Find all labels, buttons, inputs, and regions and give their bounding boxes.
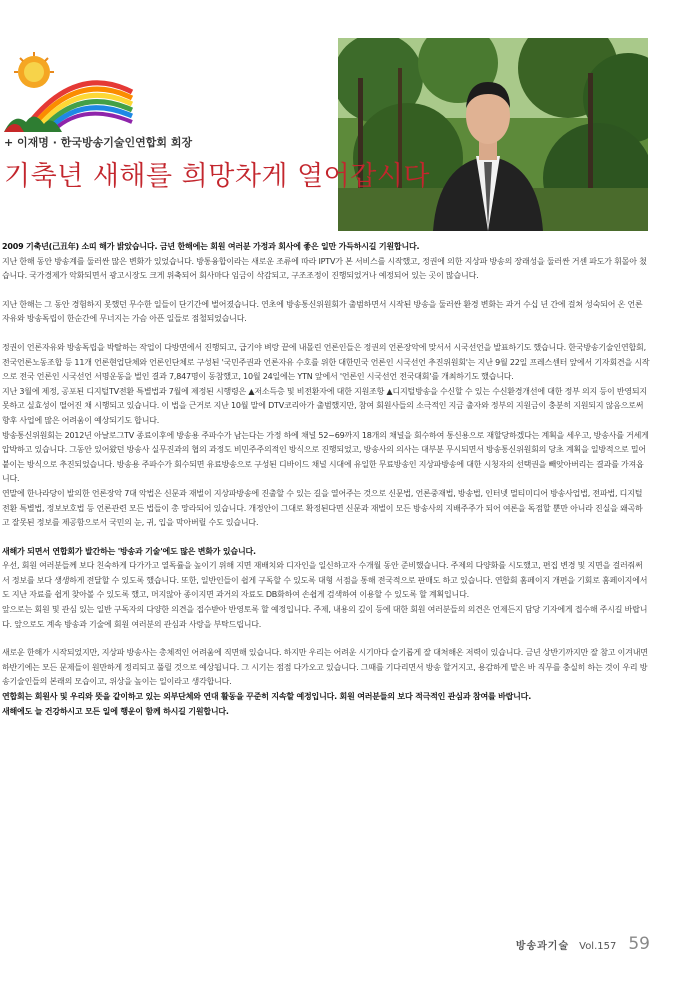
section-heading: 새해가 되면서 연합회가 발간하는 '방송과 기술'에도 많은 변화가 있습니다.	[2, 546, 256, 556]
rainbow-sun-illustration	[4, 52, 134, 132]
paragraph: 지난 한해 동안 방송계를 둘러싼 많은 변화가 있었습니다. 방통융합이라는 새로운 조류에 따라 IPTV가 본 서비스를 시작했고, 정권에 의한 지상파 방송의 장래성을 둘러싼 거센 파도가 휘몰아 쳤습니다. 국가경제가 악화되면서 광고시장도 크게 위축되어 회사마다 임금이 삭감되고, 구조조정이 진행되었거나 예정되어 있는 곳이 많습니다.	[2, 256, 647, 281]
paragraph: 새로운 한해가 시작되었지만, 지상파 방송사는 총체적인 어려움에 직면해 있습니다. 하지만 우리는 어려운 시기마다 슬기롭게 잘 대처해온 저력이 있습니다. 금년 상반기까지만 잘 참고 이겨내면 하반기에는 모든 문제들이 원만하게 정리되고 풀릴 것으로 예상됩니다. 그 시기는 점점 다가오고 있습니다. 그때를 기다리면서 방송 할거지고, 용감하게 맡은 바 직무를 충실히 하는 것이 우리 방송기술인들의 본래의 모습이고, 위상을 높이는 일이라고 생각합니다.	[2, 648, 648, 687]
portrait-photo	[338, 38, 648, 231]
author-byline: + 이재명 · 한국방송기술인연합회 회장	[4, 136, 193, 149]
page-number: 59	[628, 934, 650, 954]
paragraph: 지난 3월에 제정, 공포된 디지털TV전환 특별법과 7월에 제정된 시행령은 ▲저소득층 및 비전환자에 대한 지원조항 ▲디지털방송을 수신할 수 있는 수신환경개선에 대한 정부 의지 등이 반영되지 못하고 실효성이 떨어진 채 시행되고 있습니다. 이 법을 근거로 지난 10월 말에 DTV코리아가 출범했지만, 참여 회원사들의 소극적인 지금 출자와 정부의 지원금이 충분히 지원되지 않음으로써 향후 사업에 많은 어려움이 예상되기도 합니다.	[2, 386, 647, 425]
paragraph: 연말에 한나라당이 발의한 언론장악 7대 악법은 신문과 재벌이 지상파방송에 진출할 수 있는 길을 열어주는 것으로 신문법, 언론중재법, 방송법, 인터넷 멀티미디어 방송사업법, 전파법, 디지털 전환 특별법, 정보보호법 등 언론관련 모든 법들이 총 망라되어 있습니다. 개정안이 그대로 확정된다면 신문과 재벌이 모든 방송사의 지배주주가 되어 여론을 독점할 뿐만 아니라 진실을 왜곡하고 잘못된 정보를 제공함으로서 국민의 눈, 귀, 입을 막아버릴 수도 있습니다.	[2, 488, 643, 528]
paragraph	[2, 545, 650, 560]
paragraph	[2, 240, 650, 255]
article-title: 기축년 새해를 희망차게 열어갑시다	[4, 161, 430, 192]
page-footer	[516, 934, 650, 954]
article-body	[2, 240, 650, 719]
paragraph: 정권이 언론자유와 방송독립을 박탈하는 작업이 다방면에서 진행되고, 급기야 벼랑 끝에 내몰린 언론인들은 정권의 언론장악에 맞서서 시국선언을 발표하기도 했습니다. 한국방송기술인연합회, 전국언론노동조합 등 11개 언론현업단체와 언론인단체로 구성된 '국민주권과 언론자유 수호를 위한 대한민국 언론인 시국선언 추진위원회'는 지난 9월 22일 프레스센터 앞에서 기자회견을 시작으로 전국 언론인 시국선언 서명운동을 벌인 결과 7,847명이 동참했고, 10월 24일에는 YTN 앞에서 '언론인 시국선언 전국대회'를 개최하기도 했습니다.	[2, 342, 650, 382]
magazine-name: 방송과기술	[515, 941, 570, 952]
paragraph: 지난 한해는 그 동안 경험하지 못했던 무수한 일들이 단기간에 벌어졌습니다. 연초에 방송통신위원회가 출범하면서 시작된 방송을 둘러싼 환경 변화는 과거 수십 년 간에 걸쳐 성숙되어 온 언론자유와 방송독립이 한순간에 무너지는 가슴 아픈 일들로 점철되었습니다.	[2, 299, 643, 324]
paragraph-emphasis: 연합회는 회원사 및 우리와 뜻을 같이하고 있는 외부단체와 연대 활동을 꾸준히 지속할 예정입니다. 회원 여러분들의 보다 적극적인 관심과 참여를 바랍니다.	[2, 692, 532, 702]
paragraph	[2, 690, 650, 705]
volume-number: Vol.157	[579, 941, 617, 952]
paragraph: 방송통신위원회는 2012년 아날로그TV 종료이후에 방송용 주파수가 남는다는 가정 하에 채널 52~69까지 18개의 채널을 회수하여 통신용으로 재할당하겠다는 계획을 세우고, 방송사를 거세게 압박하고 있습니다. 그동안 있어왔던 방송사 실무진과의 협의 과정도 비민주주의적인 방식으로 진행되었고, 방송사의 의사는 대부분 무시되면서 방송통신위원회의 당초 계획을 일방적으로 밀어붙이는 방식으로 추진되었습니다. 방송용 주파수가 회수되면 유료방송으로 구성된 디바이드 채널 시대에 유일한 무료방송인 지상파방송에 대한 시청자의 선택권을 빼앗아버리는 결과를 가져옵니다.	[2, 430, 649, 484]
closing-greeting: 새해에도 늘 건강하시고 모든 일에 행운이 함께 하시길 기원합니다.	[2, 706, 229, 716]
paragraph: 우선, 회원 여러분들께 보다 친숙하게 다가가고 열독률을 높이기 위해 지면 재배치와 디자인을 일신하고자 수개월 동안 준비했습니다. 주제의 다양화를 시도했고, 편집 변경 및 지면을 걸러줘써서 정보를 보다 생생하게 전달할 수 있도록 했습니다. 또한, 일반인들이 쉽게 구독할 수 있도록 대형 서점을 통해 전국적으로 판매도 하고 있습니다. 연합회 홈페이지 개편을 기회로 홈페이지에서도 지난 자료를 쉽게 찾아볼 수 있도록 했고, 머지않아 종이지면 과거의 자료도 DB화하여 손쉽게 검색하여 이용할 수 있도록 할 계획입니다.	[2, 561, 648, 600]
paragraph	[2, 705, 650, 720]
paragraph: 앞으로는 회원 및 관심 있는 일반 구독자의 다양한 의견을 접수받아 반영토록 할 예정입니다. 주제, 내용의 깊이 등에 대한 회원 여러분들의 의견은 언제든지 담당 기자에게 접수해 주시길 바랍니다. 앞으로도 계속 방송과 기술에 회원 여러분의 관심과 사랑을 부탁드립니다.	[2, 605, 648, 629]
paragraph-lead: 2009 기축년(己丑年) 소띠 해가 밝았습니다. 금년 한해에는 회원 여러분 가정과 회사에 좋은 일만 가득하시길 기원합니다.	[2, 242, 420, 251]
